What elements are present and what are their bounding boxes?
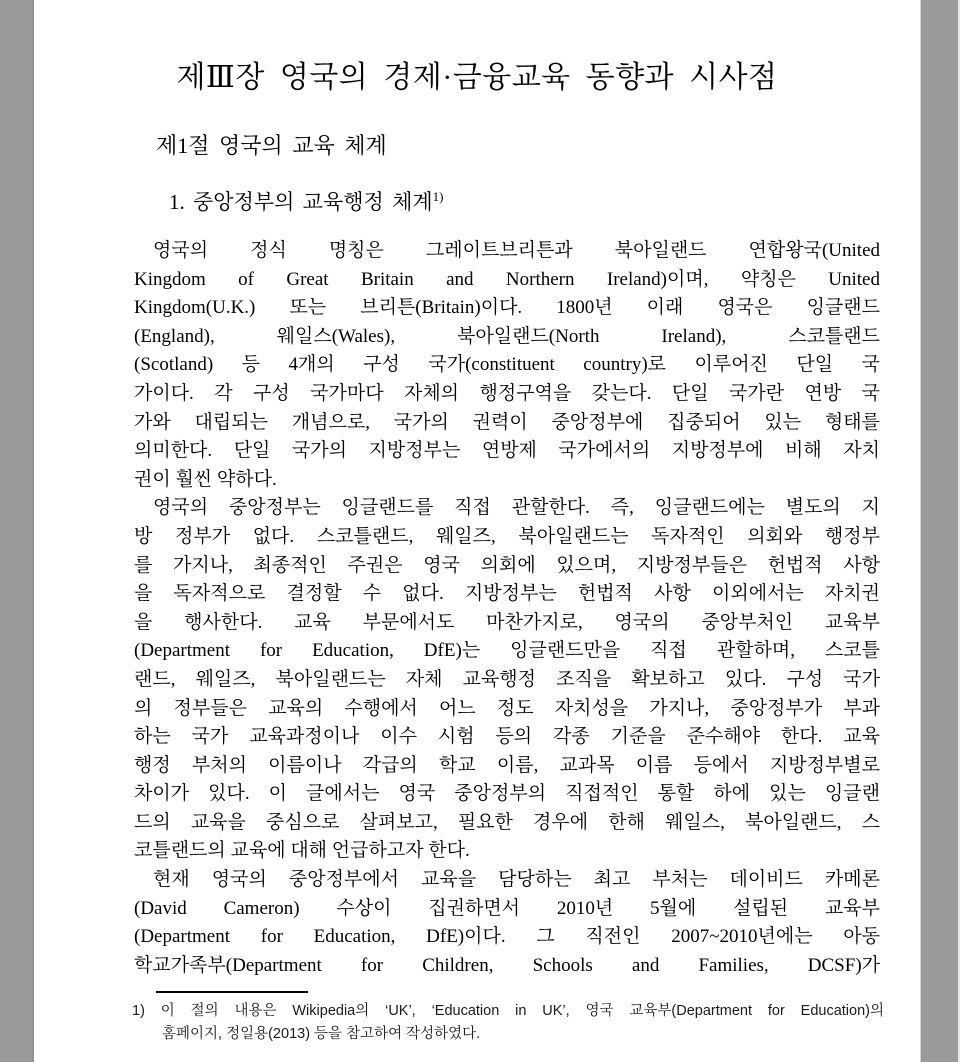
- body-text-line: 의미한다. 단일 국가의 지방정부는 연방제 국가에서의 지방정부에 비해 자치: [134, 440, 880, 462]
- body-text-line: 영국의 정식 명칭은 그레이트브리튼과 북아일랜드 연합왕국(United: [153, 240, 880, 261]
- body-text-line: (Department for Education, DfE)는 잉글랜드만을 직접 관할하며, 스코틀: [134, 640, 880, 662]
- body-text-line: 행정 부처의 이름이나 각급의 학교 이름, 교과목 이름 등에서 지방정부별로: [134, 754, 880, 776]
- body-text-line: 의 정부들은 교육의 수행에서 어느 정도 자치성을 가지나, 중앙정부가 부과: [134, 697, 880, 719]
- body-text-line: 영국의 중앙정부는 잉글랜드를 직접 관할한다. 즉, 잉글랜드에는 별도의 지: [153, 497, 880, 519]
- subsection-heading: [169, 186, 444, 216]
- footnote-reference: 1): [432, 189, 444, 204]
- footnote-divider: [156, 991, 308, 993]
- body-text-line: 을 행사한다. 교육 부문에서도 마찬가지로, 영국의 중앙부처인 교육부: [134, 611, 880, 633]
- body-text-line: 드의 교육을 중심으로 살펴보고, 필요한 경우에 한해 웨일스, 북아일랜드, 스: [134, 811, 880, 833]
- chapter-title: 제Ⅲ장 영국의 경제·금융교육 동향과 시사점: [176, 61, 778, 94]
- body-text-line: 랜드, 웨일즈, 북아일랜드는 자체 교육행정 조직을 확보하고 있다. 구성 국가: [134, 668, 880, 690]
- footnote-line: 1) 이 절의 내용은 Wikipedia의 ‘UK’, ‘Education in UK’, 영국 교육부(Department for Education)의: [132, 1003, 884, 1019]
- body-text-line: 를 가지나, 최종적인 주권은 영국 의회에 있으며, 지방정부들은 헌법적 사항: [134, 554, 880, 576]
- body-text-line: 하는 국가 교육과정이나 이수 시험 등의 각종 기준을 준수해야 한다. 교육: [134, 726, 880, 748]
- body-text-line: (David Cameron) 수상이 집권하면서 2010년 5월에 설립된 교육부: [134, 897, 880, 919]
- body-text-line: 을 독자적으로 결정할 수 없다. 지방정부는 헌법적 사항 이외에서는 자치권: [134, 583, 880, 605]
- body-paragraphs: [134, 237, 880, 980]
- body-text-line: 가이다. 각 구성 국가마다 자체의 행정구역을 갖는다. 단일 국가란 연방 국: [134, 382, 880, 404]
- section-heading: 제1절 영국의 교육 체계: [156, 133, 387, 158]
- document-page: [33, 0, 921, 1062]
- subsection-heading-text: 1. 중앙정부의 교육행정 체계: [169, 190, 433, 214]
- footnote: [132, 1000, 884, 1046]
- body-text-line: 권이 훨씬 약하다.: [134, 468, 277, 490]
- body-text-line: Kingdom(U.K.) 또는 브리튼(Britain)이다. 1800년 이래 영국은 잉글랜드: [134, 297, 880, 319]
- body-text-line: Kingdom of Great Britain and Northern Ireland)이며, 약칭은 United: [134, 268, 880, 290]
- body-text-line: (England), 웨일스(Wales), 북아일랜드(North Ireland), 스코틀랜드: [134, 325, 880, 347]
- body-text-line: 방 정부가 없다. 스코틀랜드, 웨일즈, 북아일랜드는 독자적인 의회와 행정부: [134, 525, 880, 547]
- body-text-line: (Scotland) 등 4개의 구성 국가(constituent country)로 이루어진 단일 국: [134, 354, 880, 376]
- body-text-line: (Department for Education, DfE)이다. 그 직전인 2007~2010년에는 아동: [134, 926, 880, 948]
- body-text-line: 코틀랜드의 교육에 대해 언급하고자 한다.: [134, 840, 470, 862]
- body-text-line: 차이가 있다. 이 글에서는 영국 중앙정부의 직접적인 통할 하에 있는 잉글랜: [134, 783, 880, 805]
- footnote-line: 홈페이지, 정일용(2013) 등을 참고하여 작성하였다.: [162, 1026, 481, 1042]
- body-text-line: 학교가족부(Department for Children, Schools and Families, DCSF)가: [134, 954, 880, 976]
- body-text-line: 현재 영국의 중앙정부에서 교육을 담당하는 최고 부처는 데이비드 카메론: [153, 869, 880, 891]
- body-text-line: 가와 대립되는 개념으로, 국가의 권력이 중앙정부에 집중되어 있는 형태를: [134, 411, 880, 433]
